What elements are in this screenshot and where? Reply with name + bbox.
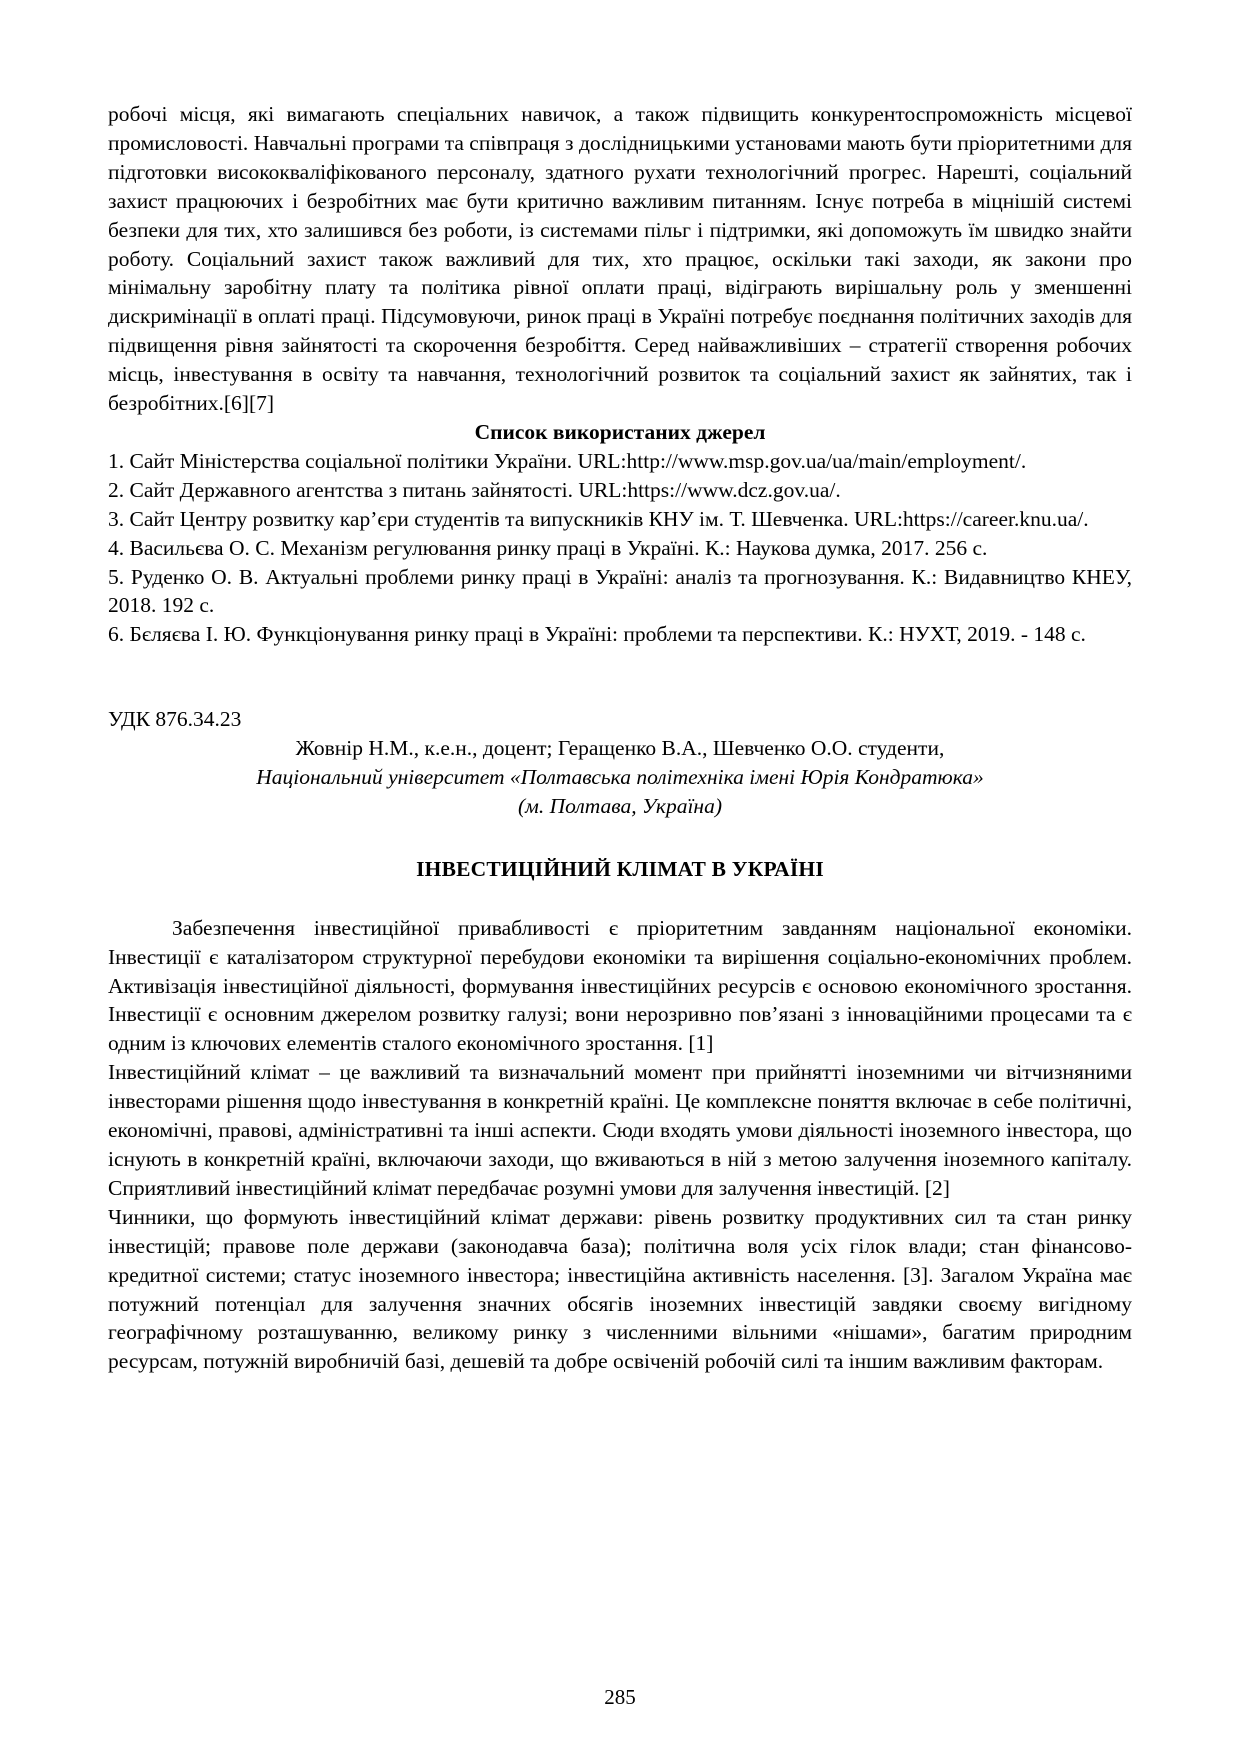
references-heading: Список використаних джерел — [474, 419, 766, 444]
reference-item-4: 4. Васильєва О. С. Механізм регулювання ринку праці в Україні. К.: Наукова думка, 2017. 256 с. — [108, 535, 988, 560]
article-paragraph-3: Чинники, що формують інвестиційний клімат держави: рівень розвитку продуктивних сил та стан ринку інвестицій; правове поле держави (законодавча база); політична воля усіх гілок влади; стан фінансово-кредитної системи; статус іноземного інвестора; інвестиційна активність населення. [3]. Загалом Україна має потужний потенціал для залучення значних обсягів іноземних інвестицій завдяки своєму вигідному географічному розташуванню, великому ринку з численними вільними «нішами», багатим природним ресурсам, потужній виробничій базі, дешевій та добре освіченій робочій силі та іншим важливим факторам. — [108, 1204, 1132, 1374]
authors-line: Жовнір Н.М., к.е.н., доцент; Геращенко В.А., Шевченко О.О. студенти, — [295, 736, 945, 761]
affiliation-line-2: (м. Полтава, Україна) — [517, 793, 722, 818]
reference-item-1: 1. Сайт Міністерства соціальної політики України. URL:http://www.msp.gov.ua/ua/main/employment/. — [108, 448, 1027, 473]
article-paragraph-2: Інвестиційний клімат – це важливий та визначальний момент при прийнятті іноземними чи вітчизняними інвесторами рішення щодо інвестування в конкретній країні. Це комплексне поняття включає в себе політичні, економічні, правові, адміністративні та інші аспекти. Сюди входять умови діяльності іноземного інвестора, що існують в конкретній країні, включаючи заходи, що вживаються в ній з метою залучення іноземного капіталу. Сприятливий інвестиційний клімат передбачає розумні умови для залучення інвестицій. [2] — [108, 1060, 1132, 1200]
section-spacer — [108, 649, 1132, 705]
affiliation-line-1: Національний університет «Полтавська політехніка імені Юрія Кондратюка» — [256, 765, 984, 790]
article-title: ІНВЕСТИЦІЙНИЙ КЛІМАТ В УКРАЇНІ — [416, 856, 824, 881]
continued-paragraph: робочі місця, які вимагають спеціальних навичок, а також підвищить конкурентоспроможність місцевої промисловості. Навчальні програми та співпраця з дослідницькими установами мають бути пріоритетними для підготовки висококваліфікованого персоналу, здатного рухати технологічний прогрес. Нарешті, соціальний захист працюючих і безробітних має бути критично важливим питанням. Існує потреба в міцнішій системі безпеки для тих, хто залишився без роботи, із системами пільг і підтримки, які допоможуть їм швидко знайти роботу. Соціальний захист також важливий для тих, хто працює, оскільки такі заходи, як закони про мінімальну заробітну плату та політика рівної оплати праці, відіграють вирішальну роль у зменшенні дискримінації в оплаті праці. Підсумовуючи, ринок праці в Україні потребує поєднання політичних заходів для підвищення рівня зайнятості та скорочення безробіття. Серед найважливіших – стратегії створення робочих місць, інвестування в освіту та навчання, технологічний розвиток та соціальний захист як зайнятих, так і безробітних.[6][7] — [108, 102, 1132, 416]
reference-item-3: 3. Сайт Центру розвитку кар’єри студентів та випускників КНУ ім. Т. Шевченка. URL:https://career.knu.ua/. — [108, 506, 1089, 531]
article-paragraph-1: Забезпечення інвестиційної привабливості є пріоритетним завданням національної економіки. Інвестиції є каталізатором структурної перебудови економіки та вирішення соціально-економічних проблем. Активізація інвестиційної діяльності, формування інвестиційних ресурсів є основою економічного зростання. Інвестиції є основним джерелом розвитку галузі; вони нерозривно пов’язані з інноваційними процесами та є одним із ключових елементів сталого економічного зростання. [1] — [108, 915, 1132, 1056]
reference-item-6: 6. Бєляєва І. Ю. Функціонування ринку праці в Україні: проблеми та перспективи. К.: НУХТ, 2019. - 148 с. — [108, 622, 1086, 647]
page-number: 285 — [604, 1685, 636, 1709]
reference-item-5: 5. Руденко О. В. Актуальні проблеми ринку праці в Україні: аналіз та прогнозування. К.: Видавництво КНЕУ, 2018. 192 с. — [108, 564, 1132, 618]
udk-code: УДК 876.34.23 — [108, 707, 242, 732]
reference-item-2: 2. Сайт Державного агентства з питань зайнятості. URL:https://www.dcz.gov.ua/. — [108, 477, 841, 502]
references-list — [108, 447, 1132, 649]
